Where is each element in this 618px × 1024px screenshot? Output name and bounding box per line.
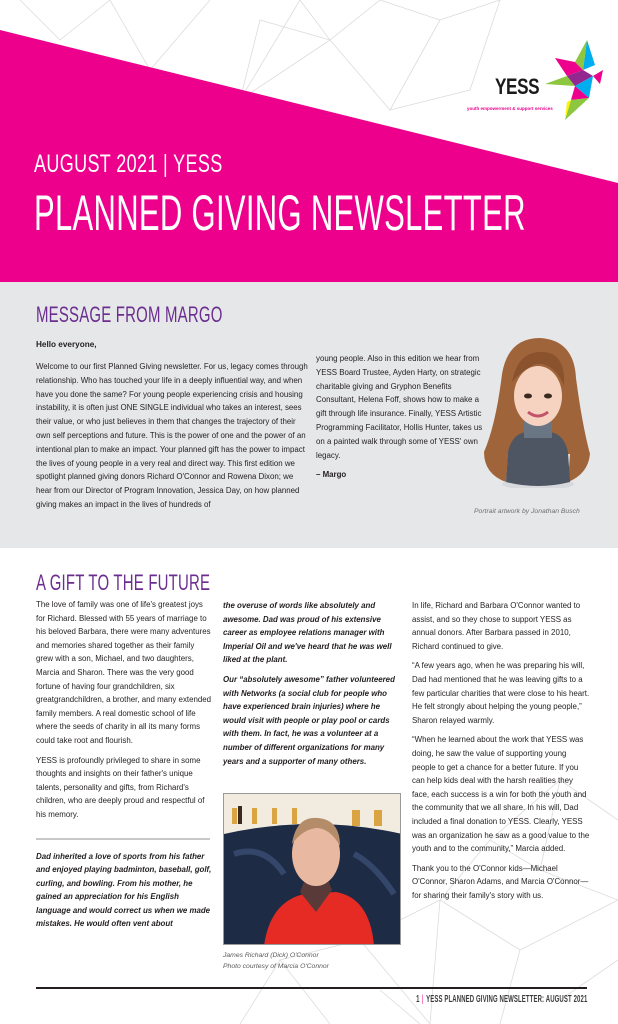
footer-separator: |: [421, 994, 424, 1005]
photo-caption: [223, 950, 329, 972]
photo-caption-credit: Photo courtesy of Marcia O'Connor: [223, 963, 329, 970]
logo-wordmark: YESS: [495, 74, 540, 99]
article-paragraph: In life, Richard and Barbara O'Connor wanted to assist, and so they chose to support YESS as annual donors. After Barbara passed in 2010, Richard continued to give.: [412, 601, 581, 651]
quote-paragraph: Our “absolutely awesome” father volunteered with Networks (a social club for people who have experienced brain injuries) where he would visit with people or play pool or cards with them. In fact, he was a volunteer at a number of different organizations for many years and a supporter of many others.: [223, 674, 395, 766]
portrait-caption: Portrait artwork by Jonathan Busch: [474, 508, 580, 515]
newsletter-title: PLANNED GIVING NEWSLETTER: [34, 185, 526, 241]
article-paragraph: Thank you to the O'Connor kids—Michael O'Connor, Sharon Adams, and Marcia O'Connor—for sharing their family's story with us.: [412, 863, 589, 900]
quote-paragraph: the overuse of words like absolutely and awesome. Dad was proud of his extensive career as employee relations manager with Imperial Oil and we've heard that he was well liked at the plant.: [223, 601, 392, 665]
logo-tagline: youth empowerment & support services: [467, 106, 553, 111]
article-paragraph: “When he learned about the work that YESS was doing, he saw the value of supporting young people to get a chance for a better future. If you can help kids deal with the harsh realities they face, each success is a win for both the youth and the community that we all share. In his will, Dad included a final donation to YESS. Clearly, YESS was an organization he saw as a good value to the youth and to the community,” Marcia added.: [412, 735, 590, 854]
message-paragraph-col1: Welcome to our first Planned Giving newsletter. For us, legacy comes through relationship. Who has touched your life in a deeply influential way, and when have you done the same? For young people experiencing crisis and housing instability, it is often just ONE SINGLE individual who takes an interest, sees their value, or who just believes in them that changes the trajectory of their own self perceptions and future. This is the power of one and the power of an intentional plan to make an impact. Your planned gift has the power to impact the lives of young people in a very real and direct way. This first edition we spotlight planned giving donors Richard O'Connor and Rowena Dixon; we hear from our Director of Program Innovation, Jessica Day, on how planned giving makes an impact in the lives of hundreds of: [36, 362, 308, 509]
photo-image: [224, 794, 401, 945]
footer-title: YESS PLANNED GIVING NEWSLETTER: AUGUST 2021: [425, 994, 587, 1005]
greeting: Hello everyone,: [36, 340, 97, 349]
footer-rule: [36, 987, 587, 989]
article-column-3: [412, 599, 592, 908]
page-number: 1: [415, 994, 420, 1005]
margo-portrait-image: [478, 334, 596, 488]
photo-caption-name: James Richard (Dick) O'Connor: [223, 952, 319, 959]
article-paragraph: YESS is profoundly privileged to share in some thoughts and insights on their father's unique talents, personality and gifts, from Richard's children, who are deeply proud and respectful of his memory.: [36, 755, 205, 819]
page-footer: [416, 994, 587, 1005]
message-col2: [316, 352, 486, 482]
issue-date-line: AUGUST 2021 | YESS: [34, 150, 223, 178]
quote-paragraph: Dad inherited a love of sports from his father and enjoyed playing badminton, baseball, golf, curling, and bowling. From his mother, he gained an appreciation for his English language and would correct us when we made mistakes. He would often vent about: [36, 851, 212, 929]
richard-oconnor-photo: [223, 793, 401, 945]
article-paragraph: The love of family was one of life's greatest joys for Richard. Blessed with 55 years of marriage to his beloved Barbara, there were many adventures and memories shared together as their family grew with a son, Michael, and two daughters, Marcia and Sharon. There was the very good fortune of having four grandchildren, six greatgrandchildren, a brother, and many extended family members. A real domestic school of life where the seeds of charity in all its many forms could take root and flourish.: [36, 600, 212, 745]
gift-section-title: A GIFT TO THE FUTURE: [36, 570, 211, 595]
article-column-1: [36, 598, 212, 937]
column-divider: [36, 838, 210, 840]
message-section: [0, 282, 618, 548]
article-paragraph: “A few years ago, when he was preparing his will, Dad had mentioned that he was leaving gifts to a few particular charities that were close to his heart. He felt strongly about helping the young people,” Sharon relayed warmly.: [412, 661, 590, 725]
yess-logo[interactable]: [455, 40, 605, 120]
article-column-2: [223, 599, 403, 774]
message-paragraph-col2: young people. Also in this edition we hear from YESS Board Trustee, Ayden Harty, on strategic charitable giving and Gryphon Benefits Consultant, Helena Foff, shows how to make a gift through life insurance. Finally, YESS Artistic Programming Facilitator, Hollis Hunter, takes us on a painted walk through some of YESS' own legacy.: [316, 354, 483, 460]
message-title: MESSAGE FROM MARGO: [36, 302, 223, 327]
signature: – Margo: [316, 470, 347, 480]
origami-bird-icon: [545, 40, 605, 120]
